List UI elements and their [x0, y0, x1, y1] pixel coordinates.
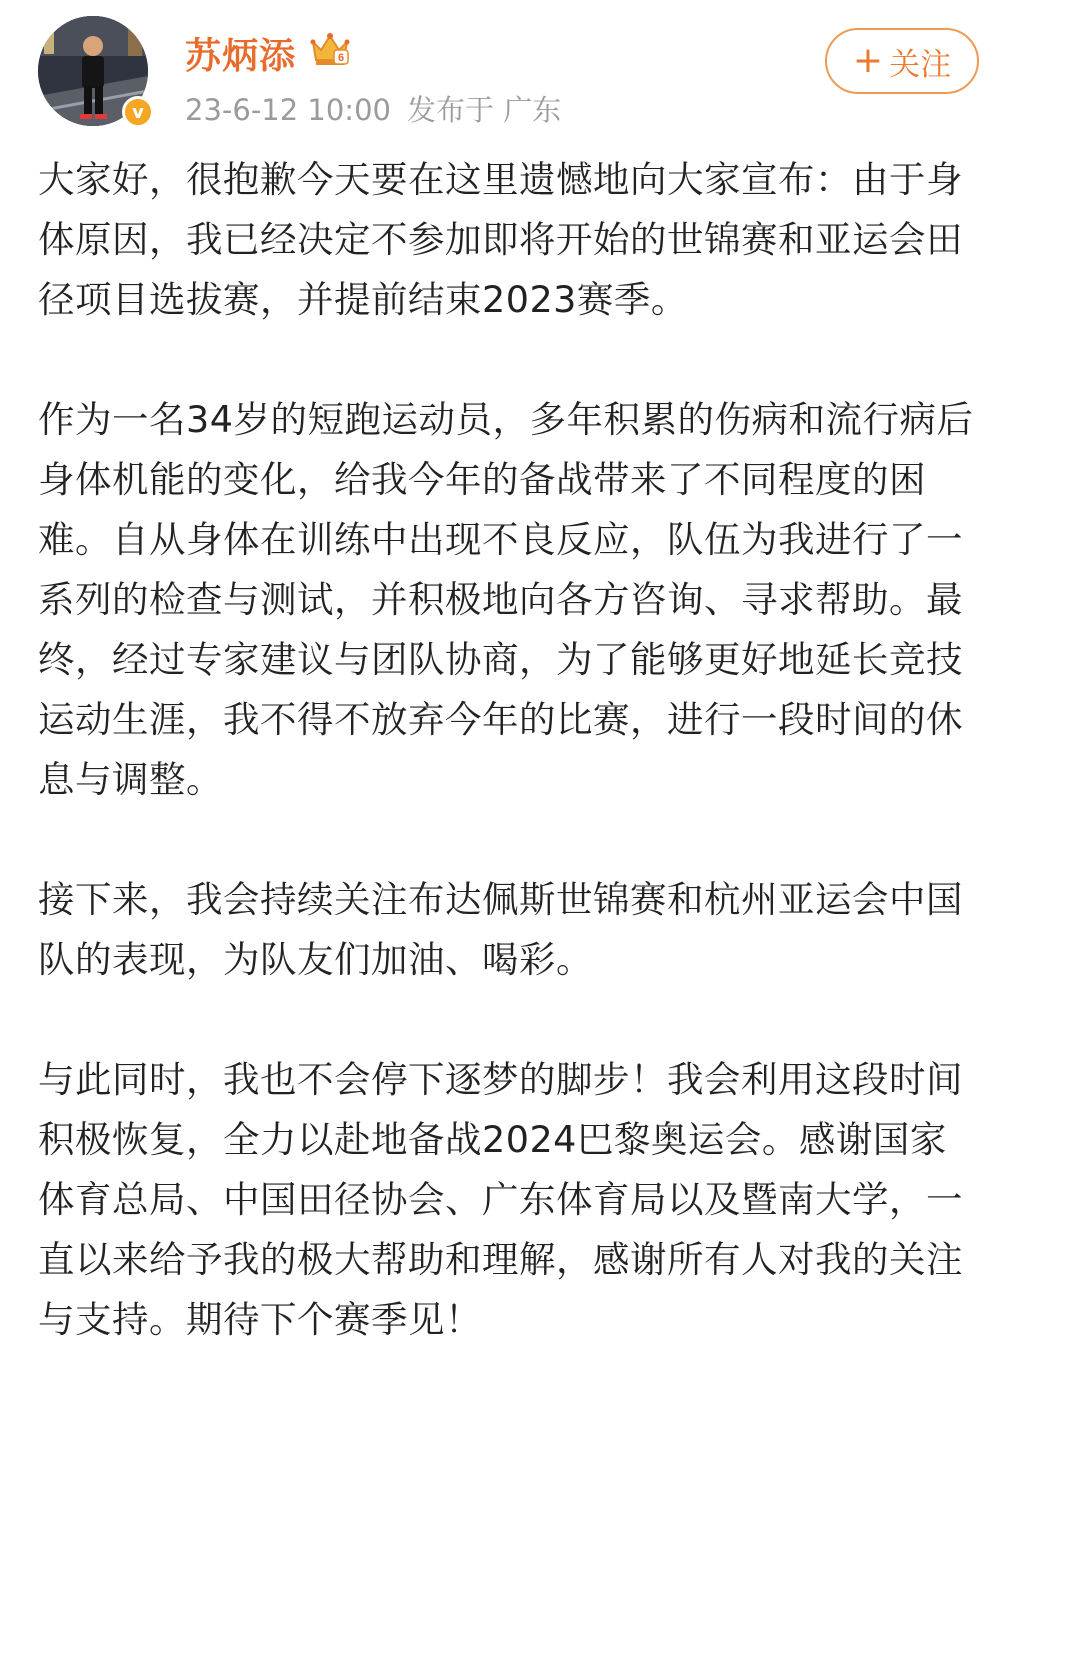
follow-label: 关注: [889, 46, 952, 83]
avatar[interactable]: [38, 16, 152, 130]
post-paragraph: 与此同时，我也不会停下逐梦的脚步！我会利用这段时间积极恢复，全力以赴地备战2024巴黎奥运会。感谢国家体育总局、中国田径协会、广东体育局以及暨南大学，一直以来给予我的极大帮助和理解，感谢所有人对我的关注与支持。期待下个赛季见！: [38, 1058, 963, 1341]
post-paragraph: 接下来，我会持续关注布达佩斯世锦赛和杭州亚运会中国队的表现，为队友们加油、喝彩。: [38, 878, 963, 981]
svg-text:6: 6: [337, 52, 345, 64]
author-name[interactable]: 苏炳添: [185, 36, 297, 77]
crown-vip-icon: [310, 32, 350, 68]
post-header: [0, 0, 1080, 140]
post-meta: [185, 88, 561, 129]
post-location: 发布于 广东: [406, 93, 562, 127]
verified-v-badge-icon: v: [122, 96, 154, 128]
post-paragraph: 大家好，很抱歉今天要在这里遗憾地向大家宣布：由于身体原因，我已经决定不参加即将开始的世锦赛和亚运会田径项目选拔赛，并提前结束2023赛季。: [38, 158, 963, 321]
post-time: 23-6-12 10:00: [185, 93, 391, 127]
post-body: [38, 150, 983, 1350]
follow-button[interactable]: [825, 28, 979, 94]
post-paragraph: 作为一名34岁的短跑运动员，多年积累的伤病和流行病后身体机能的变化，给我今年的备战带来了不同程度的困难。自从身体在训练中出现不良反应，队伍为我进行了一系列的检查与测试，并积极地向各方咨询、寻求帮助。最终，经过专家建议与团队协商，为了能够更好地延长竞技运动生涯，我不得不放弃今年的比赛，进行一段时间的休息与调整。: [38, 398, 974, 801]
plus-icon: +: [852, 40, 884, 81]
